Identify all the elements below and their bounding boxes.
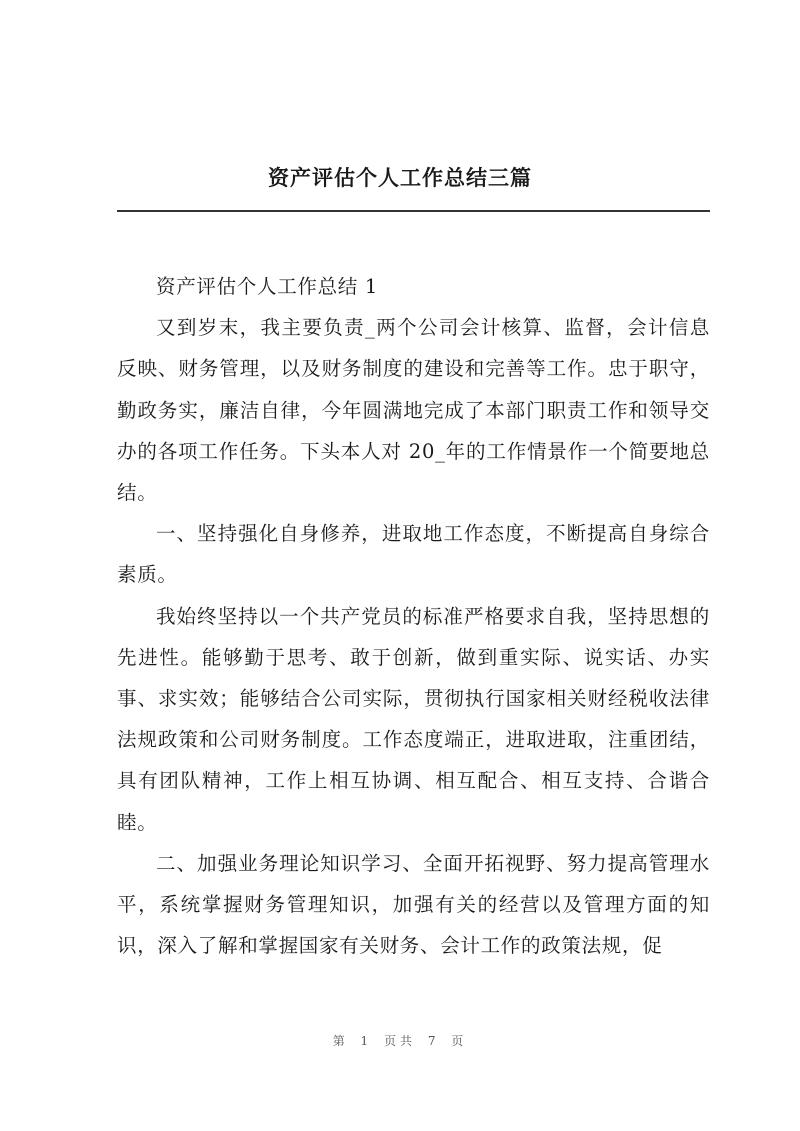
document-body bbox=[117, 266, 710, 966]
document-title: 资产评估个人工作总结三篇 bbox=[268, 165, 532, 190]
title-divider bbox=[117, 210, 710, 212]
body-paragraph: 二、加强业务理论知识学习、全面开拓视野、努力提高管理水平，系统掌握财务管理知识，加强有关的经营以及管理方面的知识，深入了解和掌握国家有关财务、会计工作的政策法规，促 bbox=[117, 851, 710, 958]
body-paragraph: 又到岁末，我主要负责_两个公司会计核算、监督，会计信息反映、财务管理，以及财务制度的建设和完善等工作。忠于职守，勤政务实，廉洁自律，今年圆满地完成了本部门职责工作和领导交办的各项工作任务。下头本人对 20_年的工作情景作一个简要地总结。 bbox=[117, 316, 710, 505]
section-heading: 资产评估个人工作总结 1 bbox=[156, 275, 379, 298]
body-paragraph: 我始终坚持以一个共产党员的标准严格要求自我，坚持思想的先进性。能够勤于思考、敢于创新，做到重实际、说实话、办实事、求实效；能够结合公司实际，贯彻执行国家相关财经税收法律法规政策和公司财务制度。工作态度端正，进取进取，注重团结，具有团队精神，工作上相互协调、相互配合、相互支持、合谐合睦。 bbox=[117, 604, 710, 834]
page-number: 第 1 页共 7 页 bbox=[332, 1034, 468, 1048]
body-paragraph: 一、坚持强化自身修养，进取地工作态度，不断提高自身综合素质。 bbox=[117, 522, 710, 587]
